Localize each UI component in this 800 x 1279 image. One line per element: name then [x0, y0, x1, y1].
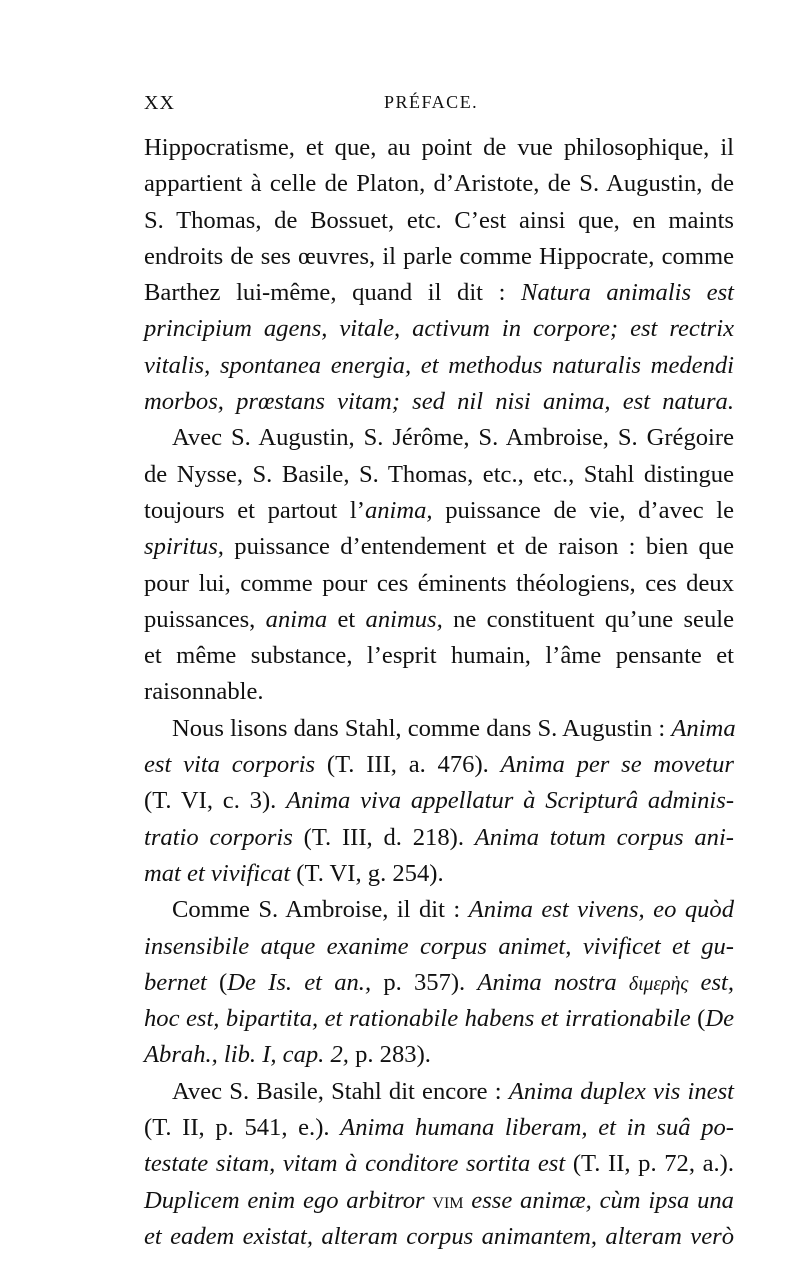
italic-run: De Is. et an.,: [227, 968, 372, 996]
text-run: toujours et partout l’: [144, 496, 365, 524]
text-line: [144, 965, 734, 1001]
text-run: raisonnable.: [144, 678, 264, 706]
italic-run: insensibile atque exanime corpus animet, vivificet et gu-: [144, 932, 734, 960]
text-line: [144, 602, 734, 638]
text-line: [144, 166, 734, 202]
text-run: (T. III, a. 476).: [315, 751, 501, 779]
text-run: (T. II, p. 72, a.).: [565, 1150, 734, 1178]
text-line: [144, 1146, 734, 1182]
italic-run: Duplicem enim ego arbitror: [144, 1186, 433, 1214]
text-line: [144, 711, 734, 747]
text-run: puissance de vie, d’avec le: [432, 496, 735, 524]
page-number: XX: [144, 92, 175, 114]
page-header: [144, 92, 728, 122]
text-run: Avec S. Basile, Stahl dit encore :: [172, 1077, 509, 1105]
text-line: [144, 384, 734, 420]
italic-run: Anima nostra: [477, 968, 629, 996]
italic-run: Abrah., lib. I, cap. 2,: [144, 1041, 349, 1069]
italic-run: hoc est, bipartita, et rationabile habens et irrationabile: [144, 1005, 691, 1033]
italic-run: Anima: [671, 714, 736, 742]
italic-run: De: [705, 1005, 734, 1033]
text-line: [144, 1219, 734, 1255]
text-run: (T. VI, c. 3).: [144, 787, 287, 815]
italic-run: principium agens, vitale, activum in corpore; est rectrix: [144, 315, 734, 343]
body-text: [144, 130, 734, 1255]
text-run: endroits de ses œuvres, il parle comme Hippocrate, comme: [144, 242, 734, 270]
text-line: [144, 1001, 734, 1037]
italic-run: anima,: [364, 496, 433, 524]
running-head: PRÉFACE.: [384, 92, 479, 112]
italic-run: tratio corporis: [144, 823, 293, 851]
text-run: (T. II, p. 541, e.).: [144, 1114, 341, 1142]
italic-run: Anima duplex vis inest: [508, 1077, 734, 1105]
text-run: (T. VI, g. 254).: [290, 859, 444, 887]
text-run: puissances,: [144, 605, 266, 633]
greek-run: διμερὴς: [628, 972, 689, 995]
text-line: [144, 311, 734, 347]
italic-run: esse animæ, cùm ipsa una: [463, 1186, 734, 1214]
text-line: [144, 1110, 734, 1146]
text-line: [144, 203, 734, 239]
text-run: et même substance, l’esprit humain, l’âme pensante et: [144, 642, 734, 670]
text-run: (: [690, 1005, 706, 1033]
text-line: [144, 566, 734, 602]
text-run: Hippocratisme, et que, au point de vue philosophique, il: [144, 134, 734, 161]
text-run: (: [206, 968, 228, 996]
text-line: [144, 747, 734, 783]
italic-run: Anima humana liberam, et in suâ po-: [340, 1114, 734, 1142]
text-line: [144, 420, 734, 456]
italic-run: est,: [688, 968, 735, 996]
text-line: [144, 1183, 734, 1219]
text-run: Comme S. Ambroise, il dit :: [172, 896, 469, 924]
text-line: [144, 1037, 734, 1073]
italic-run: et eadem existat, alteram corpus animantem, alteram verò: [144, 1222, 734, 1250]
text-line: [144, 239, 734, 275]
italic-run: Anima per se movetur: [500, 751, 734, 779]
italic-run: bernet: [144, 968, 207, 996]
italic-run: Anima viva appellatur à Scripturâ adminis-: [286, 787, 735, 815]
italic-run: anima: [265, 605, 328, 633]
text-line: [144, 348, 734, 384]
text-line: [144, 493, 734, 529]
italic-run: est vita corporis: [144, 751, 316, 779]
text-line: [144, 638, 734, 674]
text-line: [144, 130, 734, 166]
italic-run: Anima est vivens, eo quòd: [468, 896, 735, 924]
text-run: Nous lisons dans Stahl, comme dans S. Augustin :: [172, 714, 672, 742]
text-line: [144, 820, 734, 856]
text-run: ne constituent qu’une seule: [442, 605, 734, 633]
text-line: [144, 856, 734, 892]
text-run: p. 357).: [371, 968, 478, 996]
text-run: (T. III, d. 218).: [292, 823, 475, 851]
text-run: appartient à celle de Platon, d’Aristote, de S. Augustin, de: [144, 170, 734, 198]
text-line: [144, 674, 734, 710]
italic-run: animus,: [365, 605, 443, 633]
text-line: [144, 892, 734, 928]
text-run: et: [327, 605, 366, 633]
text-line: [144, 275, 734, 311]
italic-run: morbos, prœstans vitam; sed nil nisi anima, est natura.: [144, 388, 734, 416]
text-line: [144, 929, 734, 965]
italic-run: mat et vivificat: [144, 859, 291, 887]
italic-run: spiritus,: [144, 533, 224, 561]
text-line: [144, 457, 734, 493]
small-caps-run: vim: [432, 1187, 464, 1214]
text-line: [144, 1074, 734, 1110]
text-run: pour lui, comme pour ces éminents théologiens, ces deux: [144, 569, 734, 597]
text-run: puissance d’entendement et de raison : bien que: [223, 533, 734, 561]
text-run: Barthez lui-même, quand il dit :: [144, 279, 522, 307]
italic-run: Anima totum corpus ani-: [474, 823, 734, 851]
text-run: de Nysse, S. Basile, S. Thomas, etc., etc., Stahl distingue: [144, 460, 734, 488]
text-run: S. Thomas, de Bossuet, etc. C’est ainsi que, en maints: [144, 206, 734, 234]
text-line: [144, 529, 734, 565]
text-line: [144, 783, 734, 819]
italic-run: testate sitam, vitam à conditore sortita est: [144, 1150, 566, 1178]
italic-run: Natura animalis est: [521, 279, 734, 307]
text-run: p. 283).: [348, 1041, 431, 1069]
text-run: Avec S. Augustin, S. Jérôme, S. Ambroise, S. Grégoire: [172, 424, 734, 452]
italic-run: vitalis, spontanea energia, et methodus naturalis medendi: [144, 351, 734, 379]
